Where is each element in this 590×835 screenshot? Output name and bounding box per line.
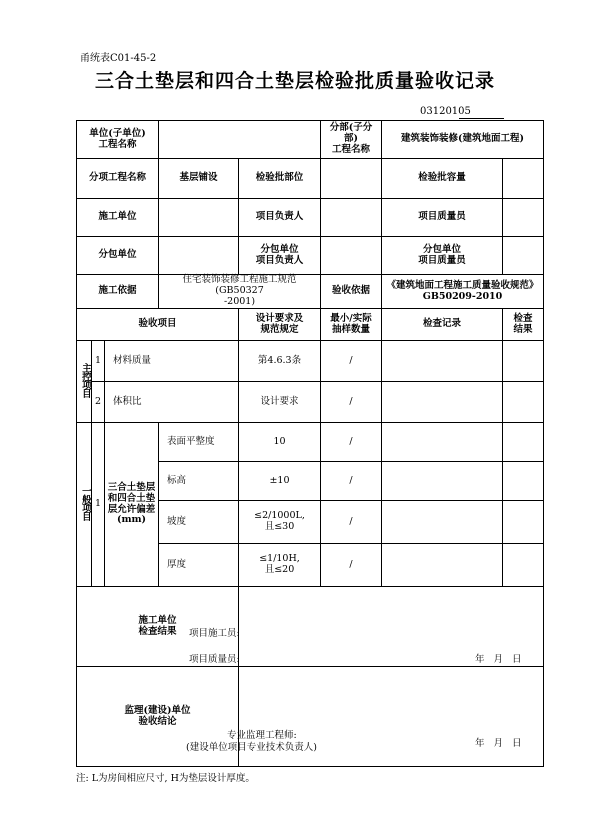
col-header-requirement: 设计要求及 规范规定 — [239, 309, 321, 341]
row-supervise — [77, 667, 544, 767]
general-item-row — [77, 423, 544, 462]
col-header-sample: 最小/实际 抽样数量 — [321, 309, 382, 341]
construction-basis-value: 住宅装饰装修工程施工规范(GB50327 -2001) — [159, 275, 321, 309]
general-item-requirement: ≤1/10H, 且≤20 — [239, 544, 321, 587]
sub-quality-manager-value[interactable] — [503, 237, 544, 275]
main-item-result[interactable] — [503, 382, 544, 423]
project-manager-value[interactable] — [321, 199, 382, 237]
construct-date-label: 年 月 日 — [475, 654, 522, 665]
general-item-sample[interactable]: / — [321, 462, 382, 501]
general-item-record[interactable] — [382, 423, 503, 462]
sub-project-manager-value[interactable] — [321, 237, 382, 275]
sub-unit-label: 分部(子分部) 工程名称 — [321, 121, 382, 159]
general-item-requirement: ±10 — [239, 462, 321, 501]
general-item-name: 厚度 — [159, 544, 239, 587]
general-item-requirement: ≤2/1000L, 且≤30 — [239, 501, 321, 544]
subcontract-unit-label: 分包单位 — [77, 237, 159, 275]
supervise-label: 监理(建设)单位 验收结论 — [77, 667, 239, 767]
batch-part-label: 检验批部位 — [239, 159, 321, 199]
unit-name-label: 单位(子单位) 工程名称 — [77, 121, 159, 159]
main-item-row — [77, 341, 544, 382]
subcontract-unit-value[interactable] — [159, 237, 239, 275]
general-group-label: 一般项目 — [77, 423, 92, 587]
main-item-name: 材料质量 — [105, 341, 239, 382]
batch-part-value[interactable] — [321, 159, 382, 199]
general-item-record[interactable] — [382, 544, 503, 587]
row-item — [77, 159, 544, 199]
main-item-record[interactable] — [382, 341, 503, 382]
row-subcontract — [77, 237, 544, 275]
general-item-no: 1 — [92, 423, 105, 587]
general-item-name: 标高 — [159, 462, 239, 501]
row-column-headers — [77, 309, 544, 341]
page-title: 三合土垫层和四合土垫层检验批质量验收记录 — [94, 70, 495, 92]
general-item-result[interactable] — [503, 501, 544, 544]
quality-manager-value[interactable] — [503, 199, 544, 237]
general-item-sample[interactable]: / — [321, 544, 382, 587]
construct-worker-label: 项目施工员: — [189, 628, 240, 639]
main-item-requirement: 设计要求 — [239, 382, 321, 423]
inspection-table — [76, 120, 544, 767]
col-header-item: 验收项目 — [77, 309, 239, 341]
form-code: 甬统表C01-45-2 — [80, 53, 157, 64]
item-name-label: 分项工程名称 — [77, 159, 159, 199]
doc-number-underline — [459, 118, 504, 119]
construct-check-signature-area[interactable] — [189, 587, 544, 667]
main-group-label: 主控项目 — [77, 341, 92, 423]
main-item-name: 体积比 — [105, 382, 239, 423]
general-item-requirement: 10 — [239, 423, 321, 462]
unit-name-value[interactable] — [159, 121, 321, 159]
main-item-row — [77, 382, 544, 423]
main-item-sample[interactable]: / — [321, 382, 382, 423]
project-manager-label: 项目负责人 — [239, 199, 321, 237]
main-item-no: 2 — [92, 382, 105, 423]
main-item-no: 1 — [92, 341, 105, 382]
sub-unit-value[interactable]: 建筑装饰装修(建筑地面工程) — [382, 121, 544, 159]
main-item-sample[interactable]: / — [321, 341, 382, 382]
supervise-engineer-label: 专业监理工程师: — [227, 730, 297, 741]
quality-manager-label: 项目质量员 — [382, 199, 503, 237]
acceptance-basis-label: 验收依据 — [321, 275, 382, 309]
general-item-record[interactable] — [382, 501, 503, 544]
item-name-value[interactable]: 基层铺设 — [159, 159, 239, 199]
supervise-date-label: 年 月 日 — [475, 738, 522, 749]
general-item-result[interactable] — [503, 423, 544, 462]
general-item-name: 表面平整度 — [159, 423, 239, 462]
construct-unit-value[interactable] — [159, 199, 239, 237]
row-unit — [77, 121, 544, 159]
general-sub-label: 三合土垫层 和四合土垫 层允许偏差 (mm) — [105, 423, 159, 587]
sub-quality-manager-label: 分包单位 项目质量员 — [382, 237, 503, 275]
main-item-record[interactable] — [382, 382, 503, 423]
construct-qm-label: 项目质量员: — [189, 654, 240, 665]
supervise-engineer-sub-label: (建设单位项目专业技术负责人) — [186, 742, 317, 753]
row-construct-check — [77, 587, 544, 667]
construct-unit-label: 施工单位 — [77, 199, 159, 237]
row-construct-unit — [77, 199, 544, 237]
doc-number: 03120105 — [420, 106, 471, 117]
supervise-signature-area[interactable] — [186, 667, 544, 767]
general-item-result[interactable] — [503, 462, 544, 501]
row-basis — [77, 275, 544, 309]
general-item-sample[interactable]: / — [321, 423, 382, 462]
col-header-result: 检查 结果 — [503, 309, 544, 341]
general-item-name: 坡度 — [159, 501, 239, 544]
col-header-record: 检查记录 — [382, 309, 503, 341]
main-item-requirement: 第4.6.3条 — [239, 341, 321, 382]
acceptance-basis-value: 《建筑地面工程施工质量验收规范》 GB50209-2010 — [382, 275, 544, 309]
general-item-result[interactable] — [503, 544, 544, 587]
general-item-sample[interactable]: / — [321, 501, 382, 544]
construct-check-label: 施工单位 检查结果 — [77, 587, 239, 667]
construction-basis-label: 施工依据 — [77, 275, 159, 309]
general-item-record[interactable] — [382, 462, 503, 501]
batch-capacity-label: 检验批容量 — [382, 159, 503, 199]
batch-capacity-value[interactable] — [503, 159, 544, 199]
sub-project-manager-label: 分包单位 项目负责人 — [239, 237, 321, 275]
main-item-result[interactable] — [503, 341, 544, 382]
footnote: 注: L为房间相应尺寸, H为垫层设计厚度。 — [76, 773, 255, 784]
